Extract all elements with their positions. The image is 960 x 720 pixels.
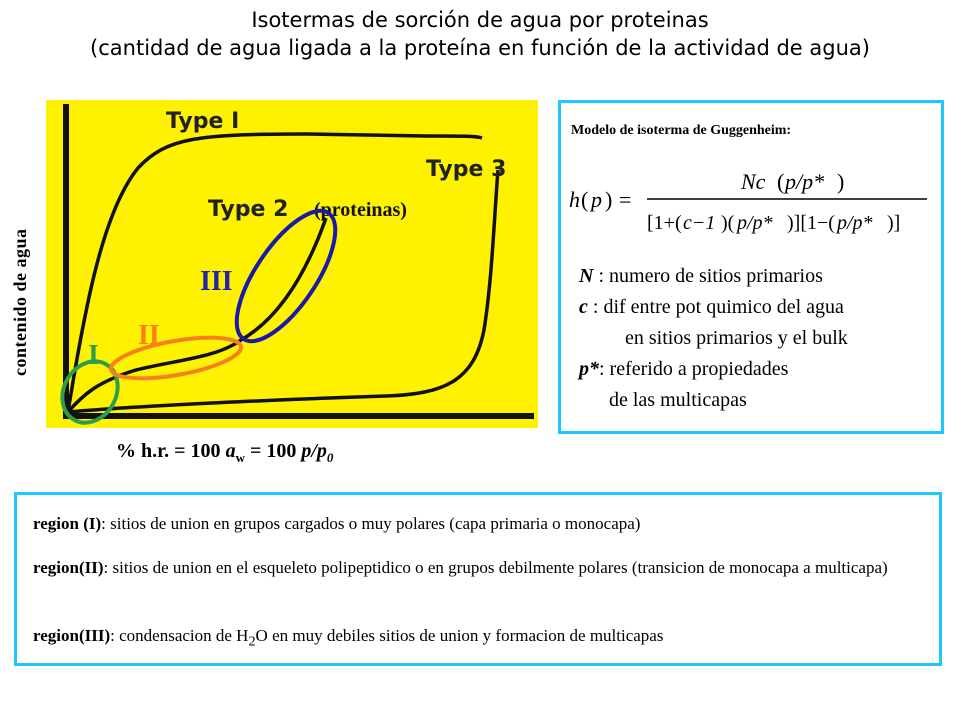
region-label-I: I [88, 340, 99, 371]
model-title: Modelo de isoterma de Guggenheim: [571, 123, 792, 138]
model-parameters [579, 261, 848, 416]
region-II-text: region(II): sitios de union en el esqueleto polipeptidico o en grupos debilmente polares (transicion de monocapa a multicapa) [33, 558, 888, 577]
label-proteinas: (proteinas) [314, 199, 407, 221]
param-p-star-cont: de las multicapas [609, 389, 747, 411]
svg-text:)][1−(: )][1−( [787, 212, 835, 234]
svg-text:=: = [619, 187, 632, 212]
region-label-III: III [200, 266, 233, 297]
svg-text:p/p*: p/p* [837, 212, 873, 234]
param-N: N : numero de sitios primarios [579, 265, 823, 287]
svg-text:)]: )] [887, 212, 901, 234]
label-type-2: Type 2 [208, 197, 289, 222]
svg-text:Nc: Nc [741, 169, 766, 194]
param-c-cont: en sitios primarios y el bulk [625, 327, 848, 349]
guggenheim-model-box [558, 100, 944, 434]
region-I-text: region (I): sitios de union en grupos cargados o muy polares (capa primaria o monocapa) [33, 514, 641, 533]
guggenheim-formula [565, 159, 935, 239]
regions-description-box [14, 492, 942, 666]
isotherm-chart [46, 100, 538, 428]
region-III-text: region(III): condensacion de $H_2O$ en muy debiles sitios de union y formacion de multicapas [33, 626, 664, 650]
y-axis-label: contenido de agua [10, 228, 30, 376]
svg-text:): ) [837, 169, 845, 194]
svg-text:)(: )( [721, 212, 735, 234]
label-type-3: Type 3 [426, 157, 507, 182]
svg-text:p/p*: p/p* [737, 212, 773, 234]
svg-text:p/p*: p/p* [785, 169, 825, 194]
x-axis-label: % h.r. = 100 $a_w = 100$ $p/p_0$ [116, 440, 334, 465]
curve-type-2 [68, 218, 326, 412]
param-c: c : dif entre pot quimico del agua [579, 296, 844, 318]
svg-text:(: ( [581, 187, 589, 212]
svg-text:p: p [591, 187, 602, 212]
svg-text:c−1: c−1 [683, 212, 716, 234]
label-type-1: Type I [166, 109, 240, 134]
svg-text:(: ( [777, 169, 785, 194]
title-line-2: (cantidad de agua ligada a la proteína en función de la actividad de agua) [90, 36, 870, 60]
title-line-1: Isotermas de sorción de agua por proteinas [251, 8, 709, 32]
svg-text:h: h [569, 187, 580, 212]
region-II-ellipse [108, 330, 244, 386]
region-label-II: II [138, 320, 160, 351]
svg-text:[1+(: [1+( [647, 212, 682, 234]
param-p-star: p*: referido a propiedades [579, 358, 789, 380]
svg-text:): ) [605, 187, 613, 212]
isotherm-chart-panel [46, 100, 538, 428]
